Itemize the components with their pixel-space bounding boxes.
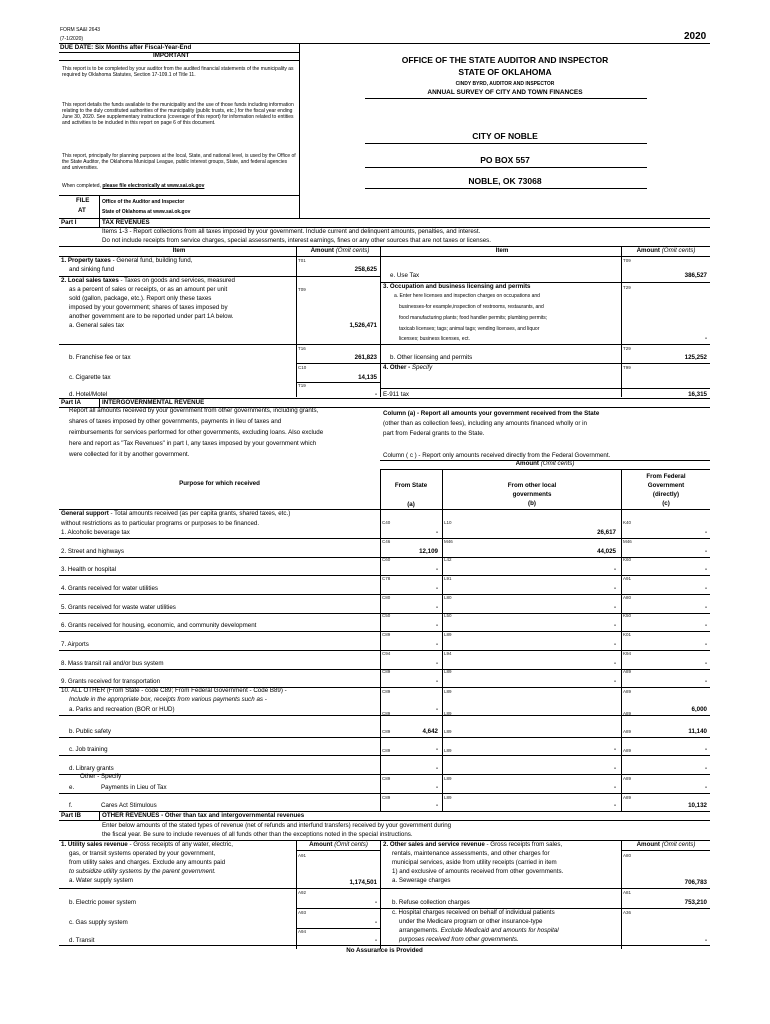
intergov-row-label: 9. Grants received for transportation <box>61 678 161 685</box>
general-sales-tax-label: a. General sales tax <box>69 322 125 329</box>
from-local-value[interactable]: - <box>613 641 616 648</box>
code-col-a: C89 <box>382 689 391 694</box>
code-col-b: L80 <box>444 595 452 600</box>
from-federal-value[interactable]: - <box>704 678 707 685</box>
payments-in-lieu-label: Payments in Lieu of Tax <box>101 784 167 791</box>
code-col-b: L89 <box>444 632 452 637</box>
property-taxes-label-2: and sinking fund <box>69 266 115 273</box>
franchise-fee-label: b. Franchise fee or tax <box>69 354 131 361</box>
part1-instruction-2: Do not include receipts from service charges, special assessments, interest earnings, fines or any other sources that are not taxes or licenses. <box>102 237 491 244</box>
col-c-head-3: (directly) <box>652 491 680 498</box>
cares-act-b[interactable]: - <box>613 802 616 809</box>
code-col-c: A91 <box>623 576 632 581</box>
code-col-a: C89 <box>382 729 391 734</box>
all-other-item-label: d. Library grants <box>69 765 114 772</box>
from-local-value[interactable]: - <box>613 566 616 573</box>
property-taxes-value[interactable]: 258,625 <box>354 266 377 273</box>
use-tax-label: e. Use Tax <box>390 272 420 279</box>
intergov-row-label: 6. Grants received for housing, economic, and community development <box>61 622 257 629</box>
file-address-1: Office of the Auditor and Inspector <box>102 199 185 205</box>
intergov-row-label: 1. Alcoholic beverage tax <box>61 529 130 536</box>
intro-paragraph-1: This report is to be completed by your auditor from the audited financial statements of the municipality as required by Oklahoma Statutes, Section 17-109.1 of Title 11. <box>62 66 294 78</box>
code-t01: T01 <box>298 258 306 263</box>
column-a-desc-3: part from Federal grants to the State. <box>383 430 485 437</box>
ib-amount-right: Amount (Omit cents) <box>636 841 696 848</box>
col-amount-left: Amount (Omit cents) <box>310 247 370 254</box>
water-supply-value[interactable]: 1,174,501 <box>349 879 377 886</box>
use-tax-value[interactable]: 386,527 <box>684 272 707 279</box>
gas-supply-value[interactable]: - <box>374 919 377 926</box>
column-c-desc: Column ( c ) - Report only amounts received directly from the Federal Government. <box>383 452 611 459</box>
licensing-desc-5: licenses; business licenses, ect. <box>399 336 470 342</box>
other-sales-desc-2: municipal services, aside from utility receipts (carried in item <box>392 859 557 866</box>
code-col-c: K50 <box>623 613 632 618</box>
efile-link[interactable]: please file electronically at www.sai.ok.gov <box>102 183 205 189</box>
payments-in-lieu-b[interactable]: - <box>613 784 616 791</box>
col-amount-right: Amount (Omit cents) <box>636 247 696 254</box>
hospital-charges-desc-3: arrangements. Exclude Medicaid and amounts for hospital <box>399 927 559 934</box>
col-c-head-1: From Federal <box>646 473 686 480</box>
po-box: PO BOX 557 <box>480 155 530 165</box>
purpose-heading: Purpose for which received <box>179 480 260 487</box>
hospital-charges-value[interactable]: - <box>704 937 707 944</box>
e911-tax-label: E-911 tax <box>383 391 410 398</box>
from-local-value[interactable]: - <box>613 585 616 592</box>
cares-act-c[interactable]: 10,132 <box>688 802 707 809</box>
code-col-b: L89 <box>444 669 452 674</box>
from-state-value[interactable]: 12,109 <box>419 548 438 555</box>
from-state-value[interactable]: - <box>435 604 438 611</box>
local-sales-desc-1: as a percent of sales or receipts, or as an amount per unit <box>69 286 228 293</box>
code-col-a: C80 <box>382 595 391 600</box>
code-col-b: L89 <box>444 689 452 694</box>
col-b-head-2: governments <box>512 491 552 498</box>
city-name: CITY OF NOBLE <box>472 131 538 141</box>
code-col-a: C50 <box>382 613 391 618</box>
e911-tax-value[interactable]: 16,315 <box>688 391 707 398</box>
hospital-charges-desc-1: c. Hospital charges received on behalf of individual patients <box>392 909 555 916</box>
code-a93: A93 <box>298 910 307 915</box>
ib-amount-left: Amount (Omit cents) <box>309 841 368 848</box>
intro-paragraph-3: This report, principally for planning purposes at the local, State, and national level, is used by the Office of the State Auditor, the Oklahoma Municipal League, public interest groups, State, and federal agencies and universities. <box>62 153 296 171</box>
from-state-value[interactable]: - <box>435 566 438 573</box>
from-federal-value[interactable]: - <box>704 765 707 772</box>
code-t09: T09 <box>298 287 306 292</box>
from-state-value[interactable]: - <box>435 706 438 713</box>
code-e-c: A89 <box>623 776 632 781</box>
local-sales-desc-3: imposed by your government; shares of taxes imposed by <box>69 304 228 311</box>
from-state-value[interactable]: - <box>435 641 438 648</box>
code-col-c: A89 <box>623 729 632 734</box>
code-a91: A91 <box>298 853 307 858</box>
code-col-b: M46 <box>444 539 453 544</box>
code-t16: T16 <box>298 346 306 351</box>
code-col-a: C89 <box>382 711 391 716</box>
intergov-row-label: 4. Grants received for water utilities <box>61 585 158 592</box>
col-item-left: Item <box>172 247 186 254</box>
licensing-desc-1: a. Enter here licenses and inspection charges on occupations and <box>394 293 540 299</box>
form-revision: (7-1/2020) <box>60 36 84 42</box>
from-federal-value[interactable]: 6,000 <box>691 706 707 713</box>
from-federal-value[interactable]: - <box>704 529 707 536</box>
efile-prefix: When completed, <box>62 183 103 189</box>
code-col-c: A89 <box>623 669 632 674</box>
electric-power-label: b. Electric power system <box>69 899 137 906</box>
all-other-desc: Include in the appropriate box, receipts from various payments such as - <box>69 696 267 703</box>
licensing-desc-4: taxicab licenses; tags; animal tags; vending licenses, and liquor <box>399 326 540 332</box>
from-federal-value[interactable]: - <box>704 641 707 648</box>
hotel-motel-label: d. Hotel/Motel <box>69 391 108 398</box>
cares-act-a[interactable]: - <box>435 802 438 809</box>
auditor-name: CINDY BYRD, AUDITOR AND INSPECTOR <box>455 81 555 87</box>
from-local-value[interactable]: - <box>613 746 616 753</box>
electric-power-value[interactable]: - <box>374 899 377 906</box>
col-c-head-4: (c) <box>662 500 670 507</box>
code-t19: T19 <box>298 383 306 388</box>
hospital-charges-desc-2: under the Medicare program or other insurance-type <box>399 918 543 925</box>
from-federal-value[interactable]: - <box>704 548 707 555</box>
code-f-c: A89 <box>623 795 632 800</box>
licensing-desc-3: food manufacturing plants; food handler permits; plumbing permits; <box>399 315 548 321</box>
other-sales-desc-3: 1) and exclusive of amounts received from other governments. <box>392 868 564 875</box>
row-divider <box>59 755 710 756</box>
form-year: 2020 <box>684 31 707 42</box>
code-col-a: C78 <box>382 576 391 581</box>
part1a-desc-1: Report all amounts received by your government from other governments, including grants, <box>69 407 319 414</box>
intergov-row-label: 7. Airports <box>61 641 89 648</box>
all-other-label: 10. ALL OTHER (From State - code C89; From Federal Government - Code B89) - <box>61 687 287 694</box>
code-col-c: M46 <box>623 539 632 544</box>
intro-paragraph-2: This report details the funds available to the municipality and the use of those funds including information relating to the duly constituted authorities of the municipality (public trusts, etc.) for the fiscal year ending June 30, 2020. See supplementary instructions (coverage of this report) for information related to entities and activities to be included in this report on page 6 of this document. <box>62 102 294 126</box>
payments-in-lieu-a[interactable]: - <box>435 784 438 791</box>
from-federal-value[interactable]: 11,140 <box>688 728 707 735</box>
sewerage-label: a. Sewerage charges <box>392 877 451 884</box>
from-state-value[interactable]: - <box>435 678 438 685</box>
gas-supply-label: c. Gas supply system <box>69 919 128 926</box>
from-local-value[interactable]: - <box>613 765 616 772</box>
state-title: STATE OF OKLAHOMA <box>458 67 552 77</box>
part1-title: TAX REVENUES <box>102 219 150 226</box>
code-a80: A80 <box>623 853 632 858</box>
part1-label: Part I <box>61 219 77 226</box>
general-sales-tax-value[interactable]: 1,526,471 <box>349 322 377 329</box>
code-a81: A81 <box>623 890 632 895</box>
row-divider <box>59 737 710 738</box>
from-local-value[interactable]: 26,617 <box>597 529 616 536</box>
code-col-b: L10 <box>444 520 452 525</box>
part1a-desc-4: here and report as "Tax Revenues" in part I, any taxes imposed by your government which <box>69 440 317 447</box>
code-t29-b: T29 <box>623 346 631 351</box>
from-federal-value[interactable]: - <box>704 660 707 667</box>
code-col-c: A89 <box>623 748 632 753</box>
intergov-row-label: 3. Health or hospital <box>61 566 117 573</box>
part1b-instruction-1: Enter below amounts of the stated types of revenue (net of refunds and interfund transfers) received by your government during <box>102 822 452 829</box>
utility-sales-label: 1. Utility sales revenue - Gross receipts of any water, electric, <box>61 841 233 848</box>
code-col-a: C60 <box>382 557 391 562</box>
code-t99: T99 <box>623 365 631 370</box>
from-state-value[interactable]: - <box>435 660 438 667</box>
code-col-c: K94 <box>623 651 632 656</box>
part1a-desc-5: were collected for it by another government. <box>69 451 190 458</box>
code-col-a: C89 <box>382 669 391 674</box>
from-state-value[interactable]: - <box>435 765 438 772</box>
property-taxes-label: 1. Property taxes - General fund, building fund, <box>61 257 193 264</box>
column-a-desc-2: (other than as collection fees), including any amounts financed wholly or in <box>383 420 587 427</box>
other-sales-desc-1: rentals, maintenance assessments, and other charges for <box>392 850 550 857</box>
utility-desc-2: from utility sales and charges. Exclude any amounts paid <box>69 859 226 866</box>
form-id: FORM SA&I 2643 <box>60 27 101 33</box>
from-federal-value[interactable]: - <box>704 622 707 629</box>
from-federal-value[interactable]: - <box>704 604 707 611</box>
intergov-row-label: 5. Grants received for waste water utilities <box>61 604 176 611</box>
part1-instruction-1: Items 1-3 - Report collections from all taxes imposed by your government. Include current and delinquent amounts, penalties, and interest. <box>102 228 481 235</box>
code-col-a: C94 <box>382 651 391 656</box>
code-use-tax: T09 <box>623 258 631 263</box>
from-state-value[interactable]: - <box>435 746 438 753</box>
other-specify-label: 4. Other - Specify <box>383 364 433 371</box>
row-f-letter: f. <box>69 802 73 809</box>
code-col-b: L50 <box>444 613 452 618</box>
from-federal-value[interactable]: - <box>704 566 707 573</box>
footer-note: No Assurance is Provided <box>346 947 423 954</box>
transit-label: d. Transit <box>69 937 95 944</box>
all-other-item-label: a. Parks and recreation (BOR or HUD) <box>69 706 175 713</box>
transit-value[interactable]: - <box>374 937 377 944</box>
from-federal-value[interactable]: - <box>704 585 707 592</box>
sewerage-value[interactable]: 706,783 <box>684 879 707 886</box>
all-other-item-label: b. Public safety <box>69 728 111 735</box>
code-col-a: C46 <box>382 539 391 544</box>
code-col-b: L89 <box>444 711 452 716</box>
code-a36: A36 <box>623 910 632 915</box>
row-divider <box>59 774 710 775</box>
from-state-value[interactable]: - <box>435 585 438 592</box>
from-local-value[interactable]: - <box>613 604 616 611</box>
col-b-head-3: (b) <box>528 500 536 507</box>
code-f-a: C89 <box>382 795 391 800</box>
licensing-a-value[interactable]: - <box>704 335 707 342</box>
code-t29-a: T29 <box>623 285 631 290</box>
licensing-desc-2: businesses-for example,inspection of restrooms, restaurants, and <box>399 304 544 310</box>
part1b-title: OTHER REVENUES - Other than tax and intergovernmental revenues <box>102 812 305 819</box>
col-a-head-1: From State <box>394 482 428 489</box>
code-col-b: L94 <box>444 651 452 656</box>
from-local-value[interactable]: - <box>613 678 616 685</box>
local-sales-desc-4: another government are to be reported under part 1A below. <box>69 313 234 320</box>
file-label: FILE <box>76 197 90 204</box>
code-col-b: L91 <box>444 576 452 581</box>
code-col-a: C40 <box>382 520 391 525</box>
office-title: OFFICE OF THE STATE AUDITOR AND INSPECTOR <box>401 55 609 65</box>
local-sales-taxes-label: 2. Local sales taxes - Taxes on goods and services, measured <box>61 277 235 284</box>
general-support-desc: without restrictions as to particular programs or purposes to be financed. <box>61 520 260 527</box>
intergov-row-label: 2. Street and highways <box>61 548 124 555</box>
row-e-letter: e. <box>69 784 75 791</box>
code-a92: A92 <box>298 890 307 895</box>
code-col-c: A80 <box>623 595 632 600</box>
other-licensing-value[interactable]: 125,252 <box>684 354 707 361</box>
code-c10: C10 <box>298 365 307 370</box>
code-col-b: L42 <box>444 557 452 562</box>
code-col-c: A89 <box>623 711 632 716</box>
file-address-2: State of Oklahoma at www.sai.ok.gov <box>102 209 191 215</box>
code-col-c: A89 <box>623 689 632 694</box>
code-col-b: L89 <box>444 729 452 734</box>
col-b-head-1: From other local <box>507 482 557 489</box>
water-supply-label: a. Water supply system <box>69 877 134 884</box>
code-a94: A94 <box>298 929 307 934</box>
from-state-value[interactable]: - <box>435 622 438 629</box>
payments-in-lieu-c[interactable]: - <box>704 784 707 791</box>
part1b-instruction-2: the fiscal year. Be sure to include revenues of all funds other than the exceptions noted in the special instructions. <box>102 831 413 838</box>
part1a-label: Part IA <box>61 399 81 406</box>
important-label: IMPORTANT <box>153 52 190 59</box>
cigarette-tax-label: c. Cigarette tax <box>69 374 111 381</box>
part1a-title: INTERGOVERNMENTAL REVENUE <box>102 399 205 406</box>
refuse-collection-value[interactable]: 753,210 <box>684 899 707 906</box>
col-item-right: Item <box>495 247 509 254</box>
code-col-b: L89 <box>444 748 452 753</box>
code-col-a: C89 <box>382 632 391 637</box>
code-e-a: C89 <box>382 776 391 781</box>
general-support-label: General support - Total amounts received (as per capita grants, shared taxes, etc.) <box>61 510 291 517</box>
cares-act-label: Cares Act Stimulous <box>101 802 157 809</box>
hospital-charges-desc-4: purposes received from other governments. <box>399 936 519 943</box>
city-state-zip: NOBLE, OK 73068 <box>468 176 542 186</box>
from-federal-value[interactable]: - <box>704 746 707 753</box>
other-sales-label: 2. Other sales and service revenue - Gross receipts from sales, <box>383 841 563 848</box>
from-local-value[interactable]: - <box>613 622 616 629</box>
franchise-fee-value[interactable]: 261,823 <box>354 354 377 361</box>
code-e-b: L89 <box>444 776 452 781</box>
amount-heading: Amount (Omit cents) <box>515 460 575 467</box>
from-state-value[interactable]: - <box>435 529 438 536</box>
other-licensing-label: b. Other licensing and permits <box>390 354 473 361</box>
part1a-desc-2: shares of taxes imposed by other governments, payments in lieu of taxes and <box>69 418 282 425</box>
code-col-c: K40 <box>623 520 632 525</box>
utility-desc-1: gas, or transit systems operated by your government, <box>69 850 216 857</box>
from-state-value[interactable]: 4,642 <box>422 728 438 735</box>
occupation-licensing-title: 3. Occupation and business licensing and permits <box>383 283 531 290</box>
from-local-value[interactable]: 44,025 <box>597 548 616 555</box>
intergov-row-label: 8. Mass transit rail and/or bus system <box>61 660 164 667</box>
col-a-head-2: (a) <box>407 501 415 508</box>
all-other-item-label: c. Job training <box>69 746 108 753</box>
column-a-desc-1: Column (a) - Report all amounts your government received from the State <box>383 410 600 417</box>
cigarette-tax-value[interactable]: 14,135 <box>358 374 377 381</box>
code-col-a: C89 <box>382 748 391 753</box>
part1a-desc-3: reimbursements for services performed for other governments, excluding loans. Also exclude <box>69 429 324 436</box>
efile-line <box>62 183 204 189</box>
code-col-c: K60 <box>623 557 632 562</box>
refuse-collection-label: b. Refuse collection charges <box>392 899 470 906</box>
other-specify-ia: Other - Specify <box>80 773 122 780</box>
hotel-motel-value[interactable]: - <box>374 391 377 398</box>
part1b-label: Part IB <box>61 812 81 819</box>
col-c-head-2: Government <box>647 482 685 489</box>
local-sales-desc-2: sold (gallon, package, etc.). Report only these taxes <box>69 295 212 302</box>
survey-title: ANNUAL SURVEY OF CITY AND TOWN FINANCES <box>427 89 583 96</box>
code-f-b: L89 <box>444 795 452 800</box>
code-col-c: K01 <box>623 632 632 637</box>
due-date: DUE DATE: Six Months after Fiscal-Year-End <box>60 44 192 51</box>
at-label: AT <box>78 207 86 214</box>
utility-desc-3: to subsidize utility systems by the parent government. <box>69 868 216 875</box>
from-local-value[interactable]: - <box>613 660 616 667</box>
